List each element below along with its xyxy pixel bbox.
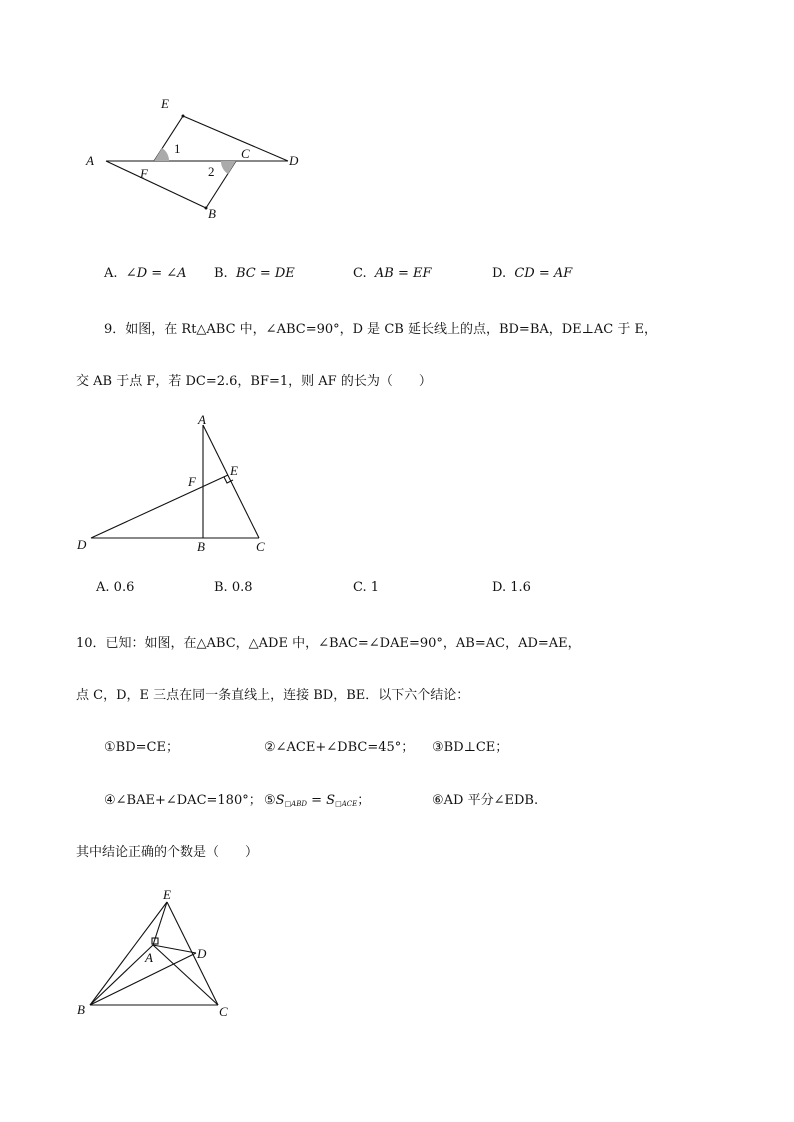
q10-conclusion-5: $⑤S_{□ABD} = S_{□ACE}$； <box>264 793 371 808</box>
q10-conclusion-1: ①BD=CE； <box>104 740 179 755</box>
q9-line-1: 9．如图，在 Rt△ABC 中，∠ABC=90°，D 是 CB 延长线上的点，BD=BA，DE⊥AC 于 E， <box>104 322 657 337</box>
segment-ac <box>153 945 218 1005</box>
label-d: D <box>289 153 299 168</box>
label-f: F <box>188 474 196 489</box>
q8-option-c: C. AB = EF <box>353 266 432 281</box>
q9-option-b: B. 0.8 <box>214 580 253 595</box>
q10-conclusion-3: ③BD⊥CE； <box>432 740 509 755</box>
label-b: B <box>208 206 216 221</box>
label-a: A <box>198 412 206 427</box>
label-c: C <box>256 539 265 554</box>
label-f: F <box>140 166 148 181</box>
q8-option-b: B. BC = DE <box>214 266 295 281</box>
label-e: E <box>163 887 171 902</box>
label-a: A <box>86 153 94 168</box>
label-d: D <box>77 537 87 552</box>
segment-ba <box>90 945 153 1005</box>
q9-option-d: D. 1.6 <box>492 580 531 595</box>
q10-conclusion-6: ⑥AD 平分∠EDB. <box>432 793 539 808</box>
q8-option-a: A. ∠D = ∠A <box>104 266 187 281</box>
segment-ec <box>167 902 218 1005</box>
segment-ad <box>153 945 196 953</box>
label-d: D <box>197 946 207 961</box>
q8-option-d: D. CD = AF <box>492 266 573 281</box>
q9-line-2: 交 AB 于点 F，若 DC=2.6，BF=1，则 AF 的长为（ ） <box>76 374 432 389</box>
label-e: E <box>230 463 238 478</box>
q10-conclusion-4: ④∠BAE+∠DAC=180°； <box>104 793 262 808</box>
segment-be <box>90 902 167 1005</box>
label-b: B <box>77 1002 85 1017</box>
q10-line-1: 10．已知：如图，在△ABC，△ADE 中，∠BAC=∠DAE=90°，AB=AC，AD=AE， <box>76 636 581 651</box>
angle-2-label: 2 <box>208 164 215 179</box>
label-a: A <box>145 950 153 965</box>
q9-option-a: A. 0.6 <box>96 580 135 595</box>
q10-question: 其中结论正确的个数是（ ） <box>76 845 259 860</box>
q10-conclusion-2: ②∠ACE+∠DBC=45°； <box>264 740 415 755</box>
label-c: C <box>241 146 250 161</box>
angle-1-label: 1 <box>174 141 181 156</box>
segment-bd <box>90 953 196 1005</box>
label-e: E <box>161 96 169 111</box>
q10-line-2: 点 C，D，E 三点在同一条直线上，连接 BD，BE．以下六个结论： <box>76 688 470 703</box>
label-c: C <box>219 1004 228 1019</box>
label-b: B <box>197 539 205 554</box>
q9-option-c: C. 1 <box>353 580 380 595</box>
